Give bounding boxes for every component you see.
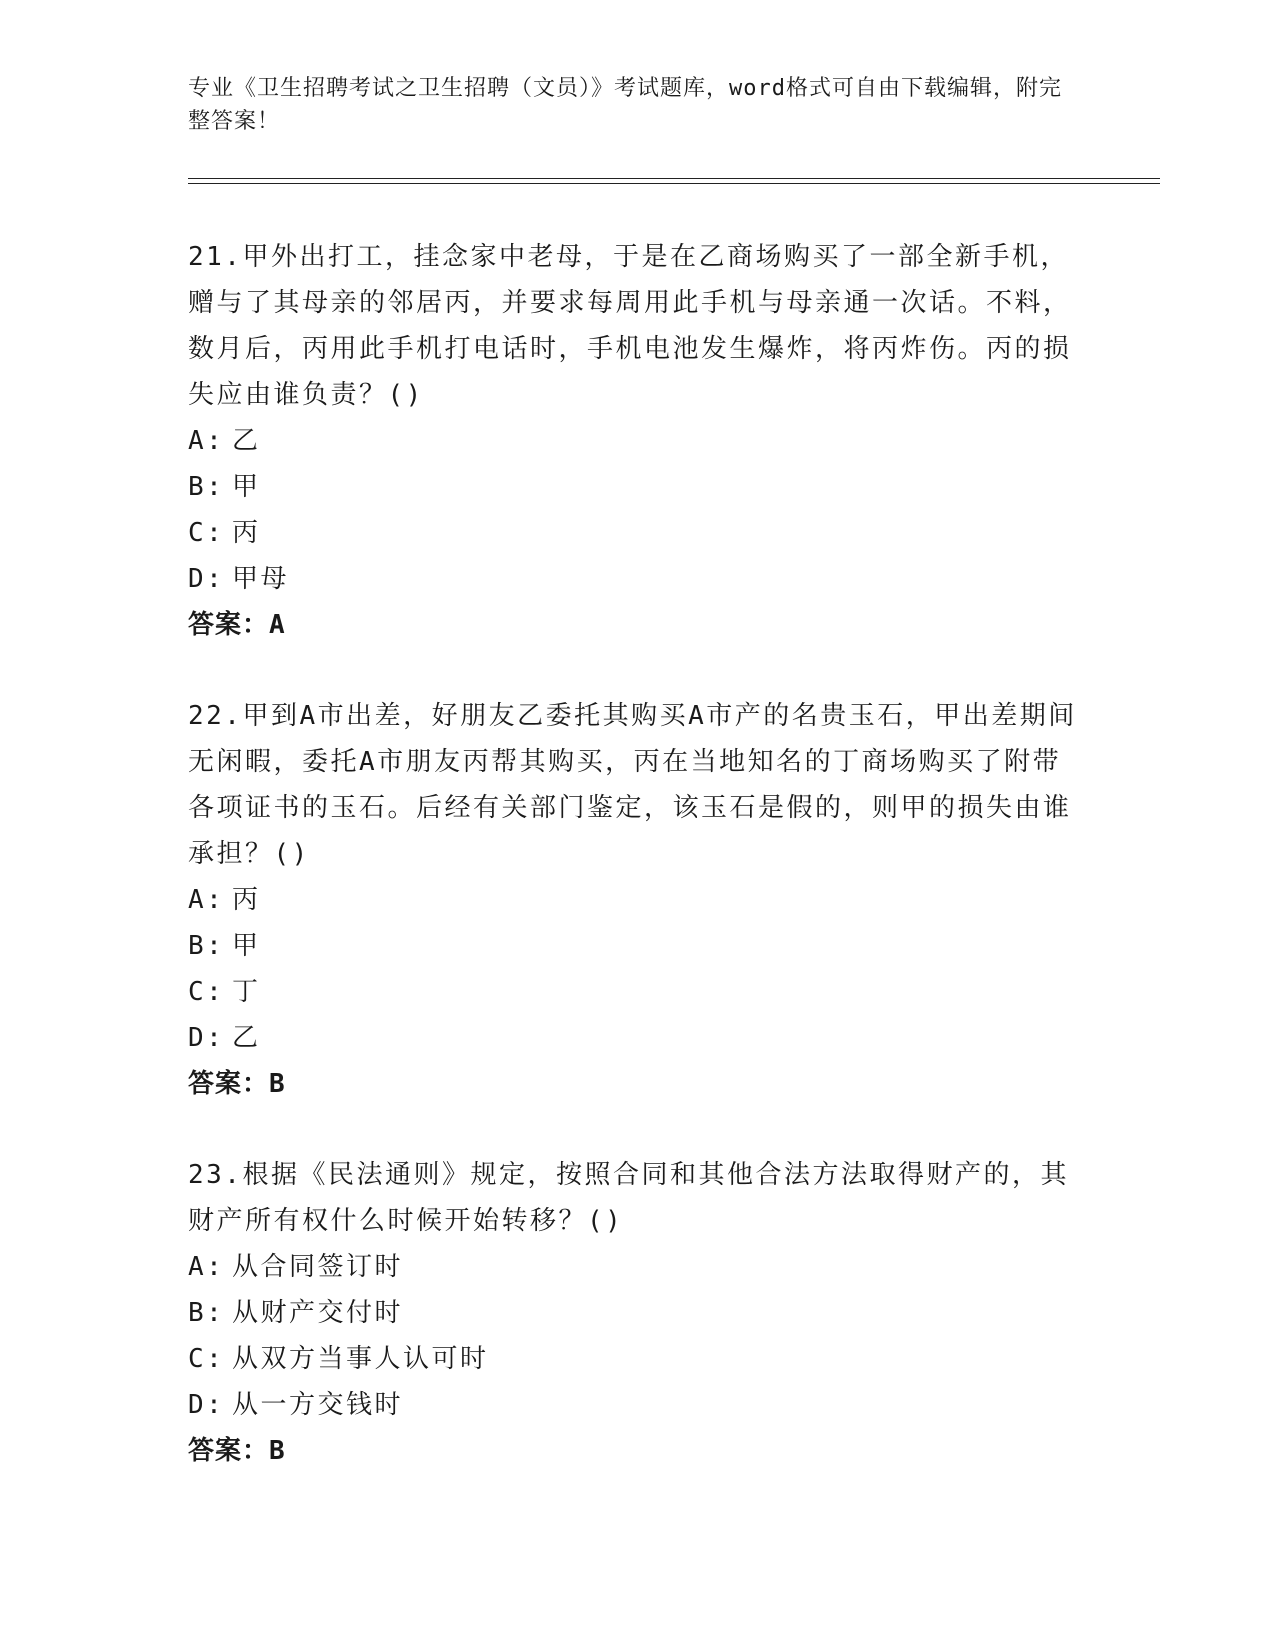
- option-text: 甲母: [232, 564, 290, 594]
- option-b: [188, 464, 1088, 510]
- option-key: B:: [188, 1298, 225, 1328]
- option-key: C:: [188, 1344, 225, 1374]
- option-key: D:: [188, 1023, 225, 1053]
- option-text: 丙: [232, 518, 261, 548]
- option-key: C:: [188, 518, 225, 548]
- option-a: [188, 418, 1088, 464]
- option-b: [188, 1290, 1088, 1336]
- question-21: [188, 234, 1088, 648]
- answer-line: 答案：B: [188, 1069, 286, 1099]
- option-text: 从一方交钱时: [232, 1390, 404, 1420]
- answer-line: 答案：B: [188, 1436, 286, 1466]
- option-text: 乙: [232, 426, 261, 456]
- option-text: 甲: [232, 931, 261, 961]
- question-stem: 23.根据《民法通则》规定，按照合同和其他合法方法取得财产的，其财产所有权什么时候开始转移？(): [188, 1160, 1069, 1236]
- option-key: D:: [188, 1390, 225, 1420]
- question-stem: 21.甲外出打工，挂念家中老母，于是在乙商场购买了一部全新手机，赠与了其母亲的邻居丙，并要求每周用此手机与母亲通一次话。不料，数月后，丙用此手机打电话时，手机电池发生爆炸，将丙炸伤。丙的损失应由谁负责？(): [188, 242, 1072, 410]
- option-key: A:: [188, 1252, 225, 1282]
- question-22: [188, 693, 1088, 1107]
- header-divider-top: [188, 178, 1160, 179]
- option-key: B:: [188, 931, 225, 961]
- option-key: A:: [188, 885, 225, 915]
- question-stem: 22.甲到A市出差，好朋友乙委托其购买A市产的名贵玉石，甲出差期间无闲暇，委托A市朋友丙帮其购买，丙在当地知名的丁商场购买了附带各项证书的玉石。后经有关部门鉴定，该玉石是假的，则甲的损失由谁承担？(): [188, 701, 1077, 869]
- option-c: [188, 1336, 1088, 1382]
- question-23: [188, 1152, 1088, 1474]
- option-text: 丁: [232, 977, 261, 1007]
- option-text: 从财产交付时: [232, 1298, 404, 1328]
- option-b: [188, 923, 1088, 969]
- option-key: A:: [188, 426, 225, 456]
- option-text: 从合同签订时: [232, 1252, 404, 1282]
- option-d: [188, 1015, 1088, 1061]
- option-text: 丙: [232, 885, 261, 915]
- option-c: [188, 969, 1088, 1015]
- page-header: 专业《卫生招聘考试之卫生招聘（文员）》考试题库，word格式可自由下载编辑，附完整答案！: [188, 76, 1062, 134]
- option-text: 从双方当事人认可时: [232, 1344, 489, 1374]
- option-d: [188, 556, 1088, 602]
- header-divider-bottom: [188, 183, 1160, 184]
- option-text: 甲: [232, 472, 261, 502]
- option-a: [188, 877, 1088, 923]
- option-text: 乙: [232, 1023, 261, 1053]
- answer-line: 答案：A: [188, 610, 286, 640]
- option-key: B:: [188, 472, 225, 502]
- option-key: D:: [188, 564, 225, 594]
- option-c: [188, 510, 1088, 556]
- option-key: C:: [188, 977, 225, 1007]
- option-a: [188, 1244, 1088, 1290]
- option-d: [188, 1382, 1088, 1428]
